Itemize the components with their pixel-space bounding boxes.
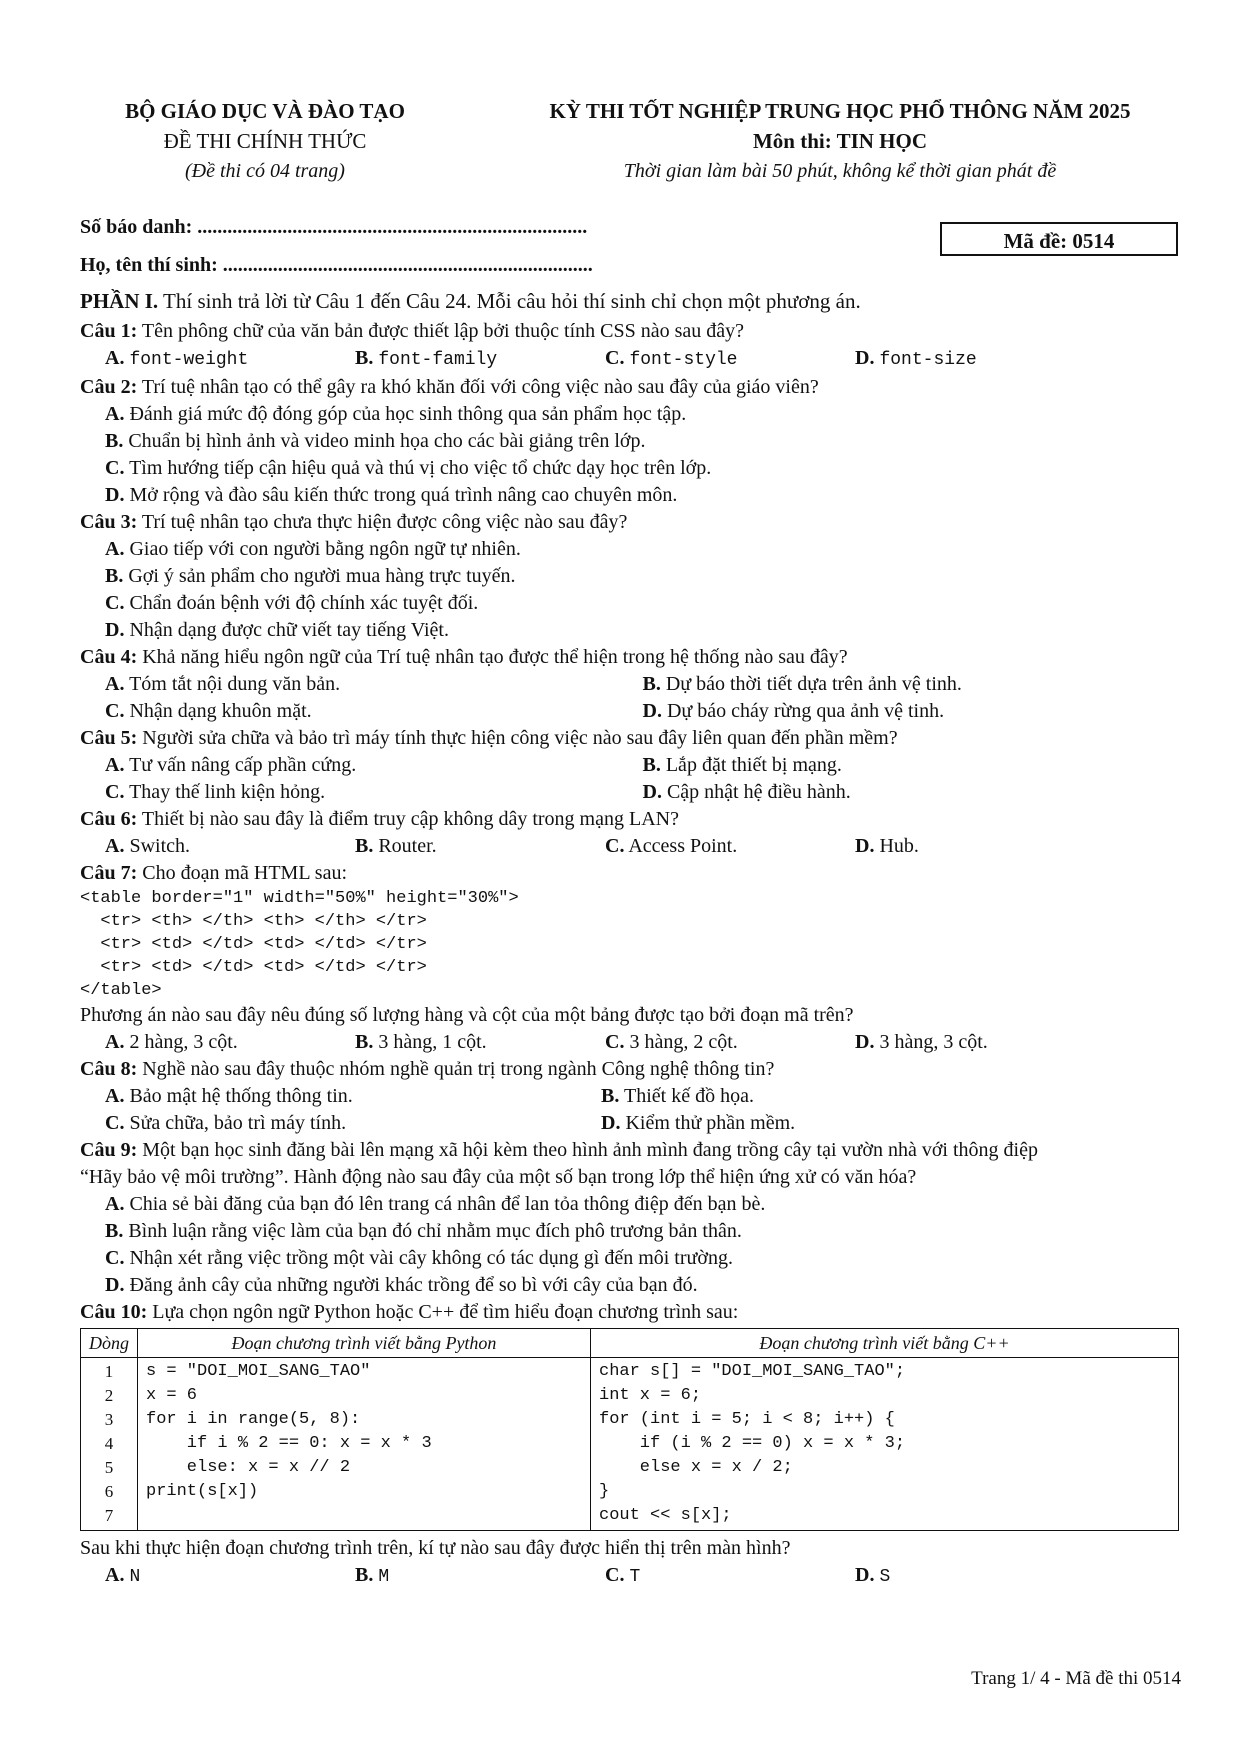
question-5-options-row2: C. Thay thế linh kiện hỏng. D. Cập nhật hệ điều hành. — [105, 781, 851, 803]
question-10: Câu 10: Lựa chọn ngôn ngữ Python hoặc C++ để tìm hiểu đoạn chương trình sau: — [80, 1301, 739, 1323]
exam-title: KỲ THI TỐT NGHIỆP TRUNG HỌC PHỔ THÔNG NĂM 2025 — [549, 99, 1131, 123]
question-6-options: A. Switch. B. Router. C. Access Point. D. Hub. — [105, 835, 919, 857]
option: B. Gợi ý sản phẩm cho người mua hàng trực tuyến. — [105, 565, 516, 587]
line-numbers: 1 2 3 4 5 6 7 — [81, 1358, 138, 1531]
candidate-number-field: Số báo danh: .............................................................................. — [80, 216, 588, 238]
question-10-prompt: Sau khi thực hiện đoạn chương trình trên, kí tự nào sau đây được hiển thị trên màn hình? — [80, 1537, 791, 1559]
question-4-options-row1: A. Tóm tắt nội dung văn bản. B. Dự báo thời tiết dựa trên ảnh vệ tinh. — [105, 673, 962, 695]
question-8-options-row1: A. Bảo mật hệ thống thông tin. B. Thiết kế đồ họa. — [105, 1085, 754, 1107]
option: A. Đánh giá mức độ đóng góp của học sinh thông qua sản phẩm học tập. — [105, 403, 687, 425]
col-header-python: Đoạn chương trình viết bằng Python — [138, 1329, 591, 1358]
html-code-block: <table border="1" width="50%" height="30%"> <tr> <th> </th> <th> </th> </tr> <tr> <td> </td> <td> </td> </tr> <tr> <td> </td> <td> </td> </tr> </table> — [80, 889, 519, 1000]
question-3: Câu 3: Trí tuệ nhân tạo chưa thực hiện được công việc nào sau đây? — [80, 511, 628, 533]
question-8: Câu 8: Nghề nào sau đây thuộc nhóm nghề quản trị trong ngành Công nghệ thông tin? — [80, 1058, 775, 1080]
subject: Môn thi: TIN HỌC — [752, 129, 928, 153]
part-heading: PHẦN I. Thí sinh trả lời từ Câu 1 đến Câu 24. Mỗi câu hỏi thí sinh chỉ chọn một phương án. — [80, 289, 861, 313]
header-right — [500, 96, 1180, 186]
python-code: s = "DOI_MOI_SANG_TAO" x = 6 for i in range(5, 8): if i % 2 == 0: x = x * 3 else: x = x // 2 print(s[x]) — [138, 1358, 591, 1531]
exam-code-box: Mã đề: 0514 — [940, 222, 1178, 256]
question-1: Câu 1: Tên phông chữ của văn bản được thiết lập bởi thuộc tính CSS nào sau đây? — [80, 320, 745, 342]
question-9-cont: “Hãy bảo vệ môi trường”. Hành động nào sau đây của một số bạn trong lớp thể hiện ứng xử có văn hóa? — [80, 1166, 917, 1188]
official-label: ĐỀ THI CHÍNH THỨC — [163, 129, 367, 153]
page-footer: Trang 1/ 4 - Mã đề thi 0514 — [971, 1668, 1181, 1689]
option: D. Mở rộng và đào sâu kiến thức trong quá trình nâng cao chuyên môn. — [105, 484, 678, 506]
page-count: (Đề thi có 04 trang) — [185, 160, 345, 182]
option: C. Tìm hướng tiếp cận hiệu quả và thú vị cho việc tổ chức dạy học trên lớp. — [105, 457, 712, 479]
exam-content — [80, 288, 1180, 1591]
time-limit: Thời gian làm bài 50 phút, không kể thời gian phát đề — [623, 160, 1057, 182]
cpp-code: char s[] = "DOI_MOI_SANG_TAO"; int x = 6; for (int i = 5; i < 8; i++) { if (i % 2 == 0) x = x * 3; else x = x / 2; } cout << s[x]; — [591, 1358, 1179, 1531]
question-7-options: A. 2 hàng, 3 cột. B. 3 hàng, 1 cột. C. 3 hàng, 2 cột. D. 3 hàng, 3 cột. — [105, 1031, 988, 1053]
option: A. Giao tiếp với con người bằng ngôn ngữ tự nhiên. — [105, 538, 521, 560]
code-table — [80, 1328, 1179, 1531]
question-9: Câu 9: Một bạn học sinh đăng bài lên mạng xã hội kèm theo hình ảnh mình đang trồng cây tại vườn nhà với thông điệp — [80, 1139, 1038, 1161]
option: B. Bình luận rằng việc làm của bạn đó chỉ nhằm mục đích phô trương bản thân. — [105, 1220, 742, 1242]
candidate-name-field: Họ, tên thí sinh: .......................................................................... — [80, 254, 593, 276]
question-6: Câu 6: Thiết bị nào sau đây là điểm truy cập không dây trong mạng LAN? — [80, 808, 679, 830]
question-2: Câu 2: Trí tuệ nhân tạo có thể gây ra khó khăn đối với công việc nào sau đây của giáo viên? — [80, 376, 819, 398]
ministry-name: BỘ GIÁO DỤC VÀ ĐÀO TẠO — [125, 99, 405, 123]
question-10-options: A. N B. M C. T D. S — [105, 1564, 891, 1587]
question-7-prompt: Phương án nào sau đây nêu đúng số lượng hàng và cột của một bảng được tạo bởi đoạn mã trên? — [80, 1004, 854, 1026]
option: D. Nhận dạng được chữ viết tay tiếng Việt. — [105, 619, 449, 641]
question-1-options: A. font-weight B. font-family C. font-style D. font-size — [105, 347, 977, 370]
col-header-line: Dòng — [81, 1329, 138, 1358]
question-5-options-row1: A. Tư vấn nâng cấp phần cứng. B. Lắp đặt thiết bị mạng. — [105, 754, 842, 776]
option: B. Chuẩn bị hình ảnh và video minh họa cho các bài giảng trên lớp. — [105, 430, 646, 452]
option: C. Chẩn đoán bệnh với độ chính xác tuyệt đối. — [105, 592, 479, 614]
option: C. Nhận xét rằng việc trồng một vài cây không có tác dụng gì đến môi trường. — [105, 1247, 733, 1269]
question-4-options-row2: C. Nhận dạng khuôn mặt. D. Dự báo cháy rừng qua ảnh vệ tinh. — [105, 700, 945, 722]
question-4: Câu 4: Khả năng hiểu ngôn ngữ của Trí tuệ nhân tạo được thể hiện trong hệ thống nào sau đây? — [80, 646, 848, 668]
option: D. Đăng ảnh cây của những người khác trồng để so bì với cây của bạn đó. — [105, 1274, 698, 1296]
question-8-options-row2: C. Sửa chữa, bảo trì máy tính. D. Kiểm thử phần mềm. — [105, 1112, 796, 1134]
option: A. Chia sẻ bài đăng của bạn đó lên trang cá nhân để lan tỏa thông điệp đến bạn bè. — [105, 1193, 766, 1215]
question-5: Câu 5: Người sửa chữa và bảo trì máy tính thực hiện công việc nào sau đây liên quan đến phần mềm? — [80, 727, 898, 749]
col-header-cpp: Đoạn chương trình viết bằng C++ — [591, 1329, 1179, 1358]
question-7: Câu 7: Cho đoạn mã HTML sau: — [80, 862, 348, 884]
header-left — [110, 96, 420, 186]
